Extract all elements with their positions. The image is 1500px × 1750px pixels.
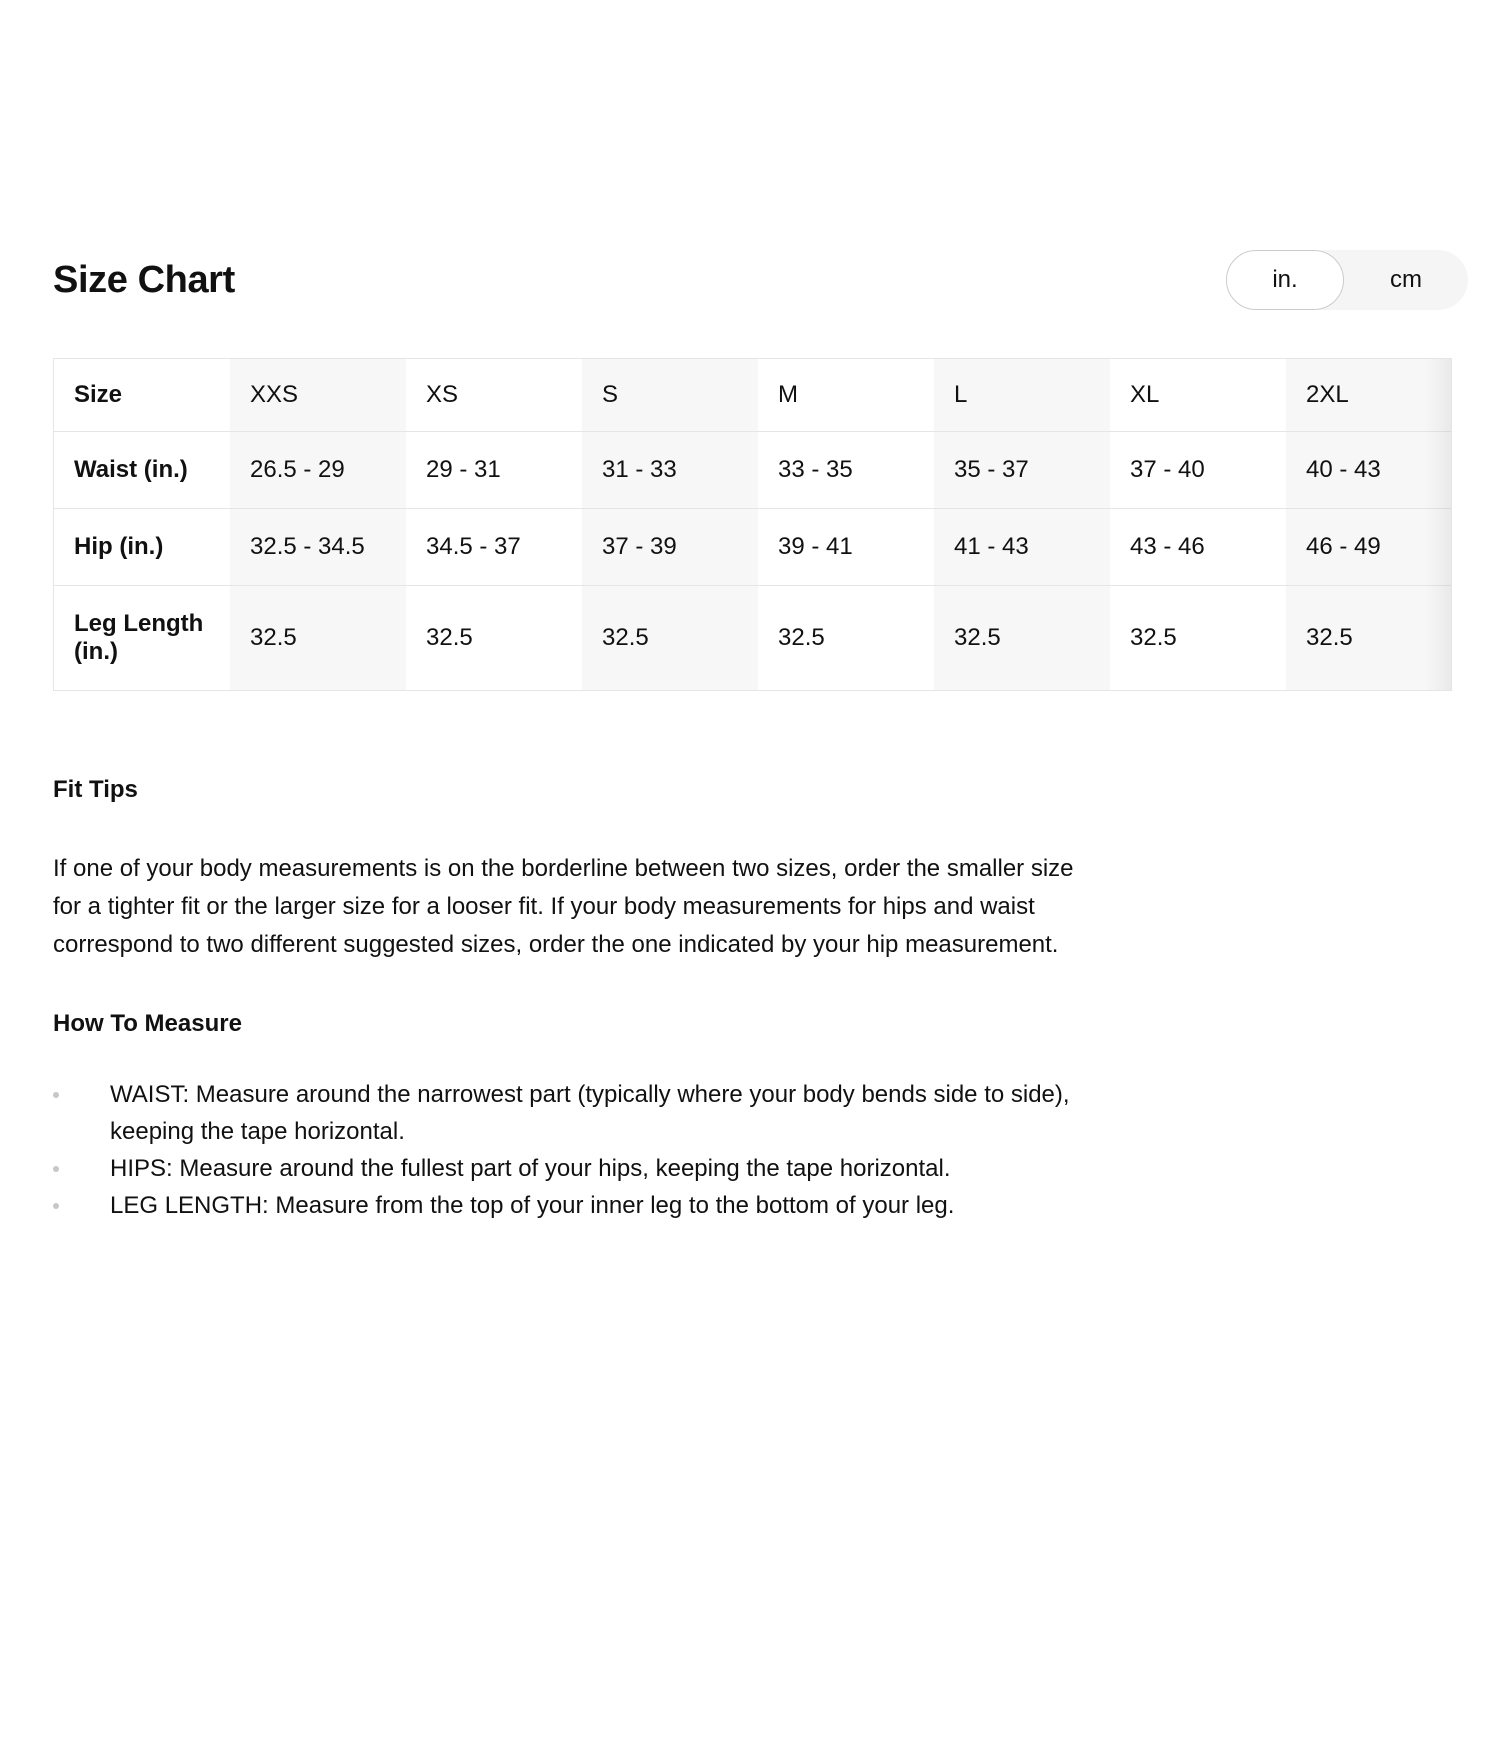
how-to-measure-list	[53, 1076, 1093, 1224]
unit-in-button[interactable]: in.	[1226, 250, 1344, 310]
measure-item-text: HIPS: Measure around the fullest part of your hips, keeping the tape horizontal.	[110, 1155, 951, 1182]
measure-item-hips	[53, 1150, 1088, 1187]
size-cell: 46 - 49	[1286, 509, 1452, 586]
size-cell: 33 - 35	[778, 456, 853, 483]
measure-item-text: LEG LENGTH: Measure from the top of your inner leg to the bottom of your leg.	[110, 1192, 955, 1219]
measure-item-leg-length	[53, 1187, 1088, 1224]
size-chart-page	[0, 250, 1500, 1750]
size-table-scroll-area[interactable]	[53, 358, 1452, 691]
size-cell: 32.5	[934, 586, 1110, 691]
size-cell: 32.5	[778, 624, 825, 651]
unit-cm-button[interactable]: cm	[1344, 250, 1468, 310]
bullet-icon	[53, 1166, 59, 1172]
topbar	[53, 250, 1468, 310]
size-header-S: S	[582, 359, 758, 432]
unit-toggle	[1226, 250, 1468, 310]
how-to-measure-heading: How To Measure	[53, 1010, 242, 1037]
measure-item-text: WAIST: Measure around the narrowest part (typically where your body bends side to side), keeping the tape horizontal.	[110, 1081, 1070, 1145]
size-header-XS: XS	[426, 381, 459, 408]
size-cell: 43 - 46	[1130, 533, 1205, 560]
size-cell: 26.5 - 29	[230, 432, 406, 509]
bullet-icon	[53, 1203, 59, 1209]
size-header-XXS: XXS	[230, 359, 406, 432]
size-cell: 29 - 31	[426, 456, 501, 483]
fit-tips-heading: Fit Tips	[53, 776, 138, 803]
page-title: Size Chart	[53, 259, 235, 301]
row-label: Hip (in.)	[74, 533, 164, 560]
row-label: Leg Length (in.)	[74, 610, 204, 665]
size-cell: 37 - 39	[582, 509, 758, 586]
size-cell: 32.5	[426, 624, 473, 651]
size-cell: 32.5	[230, 586, 406, 691]
table-row	[54, 586, 1452, 691]
size-column-header: Size	[74, 381, 123, 408]
bullet-icon	[53, 1092, 59, 1098]
size-chart-table	[54, 359, 1452, 690]
size-cell: 32.5 - 34.5	[230, 509, 406, 586]
fit-tips-text: If one of your body measurements is on the borderline between two sizes, order the smaller size for a tighter fit or the larger size for a looser fit. If your body measurements for hips and waist correspond to two different suggested sizes, order the one indicated by your hip measurement.	[53, 855, 1074, 958]
table-row	[54, 509, 1452, 586]
size-header-XL: XL	[1130, 381, 1160, 408]
size-cell: 32.5	[1286, 586, 1452, 691]
size-cell: 41 - 43	[934, 509, 1110, 586]
size-header-M: M	[778, 381, 798, 408]
row-label: Waist (in.)	[74, 456, 188, 483]
size-cell: 34.5 - 37	[426, 533, 521, 560]
size-cell: 39 - 41	[778, 533, 853, 560]
table-row	[54, 432, 1452, 509]
size-cell: 37 - 40	[1130, 456, 1205, 483]
size-cell: 35 - 37	[934, 432, 1110, 509]
measure-item-waist	[53, 1076, 1088, 1150]
size-header-L: L	[934, 359, 1110, 432]
size-cell: 32.5	[582, 586, 758, 691]
size-cell: 40 - 43	[1286, 432, 1452, 509]
size-cell: 31 - 33	[582, 432, 758, 509]
size-cell: 32.5	[1130, 624, 1177, 651]
size-header-2XL: 2XL	[1286, 359, 1452, 432]
